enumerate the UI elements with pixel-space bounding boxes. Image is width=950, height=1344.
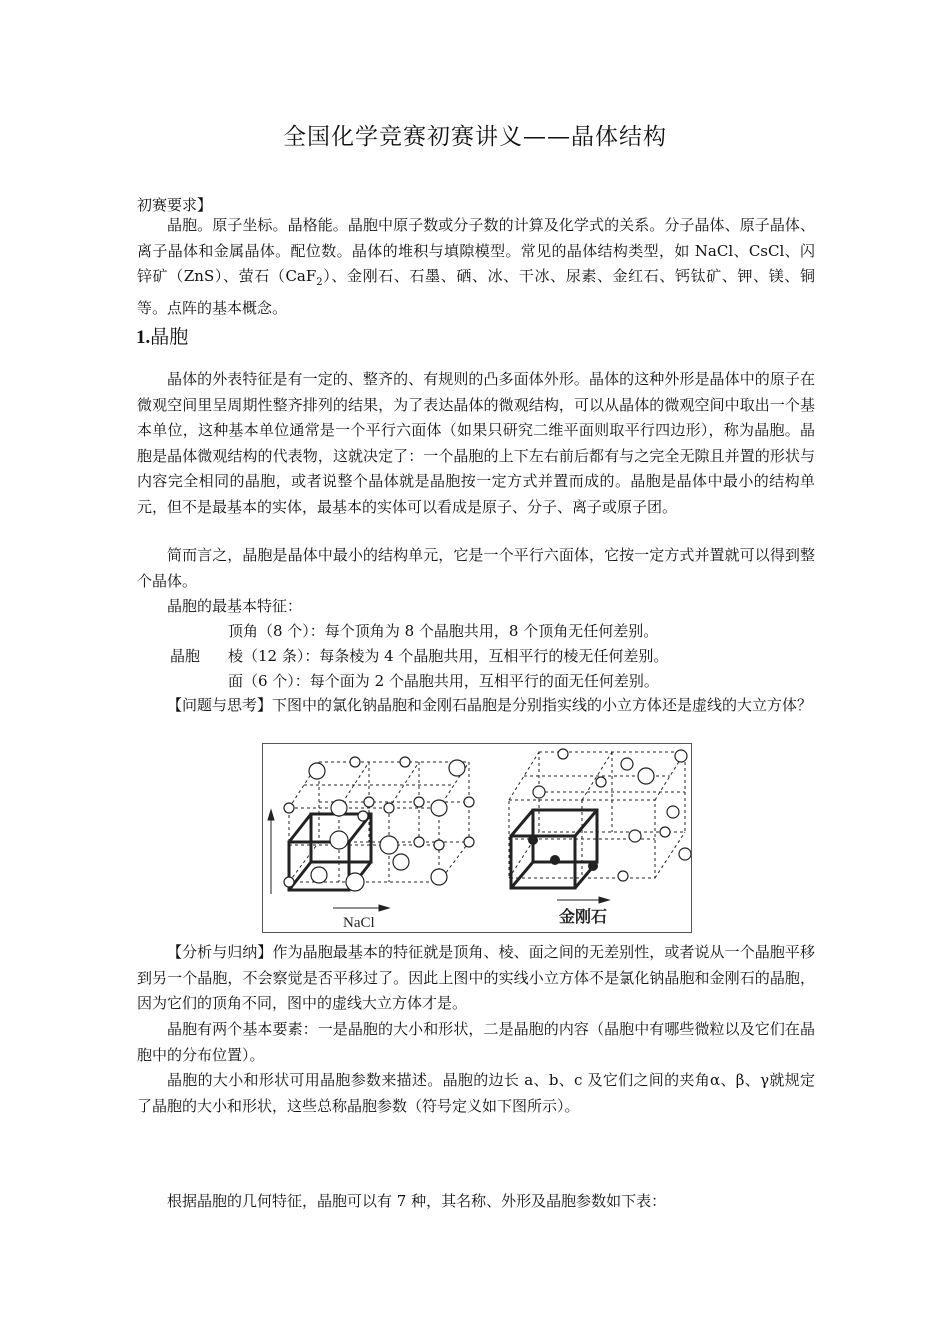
page-title: 全国化学竞赛初赛讲义——晶体结构: [283, 124, 667, 150]
paragraph-definition: 晶体的外表特征是有一定的、整齐的、有规则的凸多面体外形。晶体的这种外形是晶体中的原子在微观空间里呈周期性整齐排列的结果，为了表达晶体的微观结构，可以从晶体的微观空间中取出一个基本单位，这种基本单位通常是一个平行六面体（如果只研究二维平面则取平行四边形），称为晶胞。晶胞是晶体微观结构的代表物，这就决定了：一个晶胞的上下左右前后都有与之完全无隙且并置的形状与内容完全相同的晶胞，或者说整个晶体就是晶胞按一定方式并置而成的。晶胞是晶体中最小的结构单元，但不是最基本的实体，最基本的实体可以看成是原子、分子、离子或原子团。: [137, 370, 815, 516]
feature-vertex: 顶角（8 个）：每个顶角为 8 个晶胞共用，8 个顶角无任何差别。: [228, 622, 659, 640]
diamond-lattice-diagram: [509, 749, 691, 903]
feature-edge: 棱（12 条）：每条棱为 4 个晶胞共用，互相平行的棱无任何差别。: [228, 647, 669, 665]
figure-label-diamond: 金刚石: [559, 907, 608, 926]
elements-paragraph: 晶胞有两个基本要素：一是晶胞的大小和形状，二是晶胞的内容（晶胞中有哪些微粒以及它们在晶胞中的分布位置）。: [137, 1020, 815, 1064]
figure-label-nacl: NaCl: [343, 915, 375, 931]
seven-types-sentence: 根据晶胞的几何特征，晶胞可以有 7 种，其名称、外形及晶胞参数如下表：: [167, 1192, 667, 1210]
crystal-cells-figure: [262, 743, 692, 933]
features-intro: 晶胞的最基本特征：: [167, 597, 303, 615]
analysis-paragraph: 【分析与归纳】作为晶胞最基本的特征就是顶角、棱、面之间的无差别性，或者说从一个晶胞平移到另一个晶胞，不会察觉是否平移过了。因此上图中的实线小立方体不是氯化钠晶胞和金刚石的晶胞，因为它们的顶角不同，图中的虚线大立方体才是。: [137, 943, 815, 1013]
feature-face: 面（6 个）：每个面为 2 个晶胞共用，互相平行的面无任何差别。: [228, 672, 659, 690]
requirements-heading: 初赛要求】: [137, 196, 213, 214]
section-heading: 1.晶胞: [136, 326, 189, 348]
question-paragraph: 【问题与思考】下图中的氯化钠晶胞和金刚石晶胞是分别指实线的小立方体还是虚线的大立方体？: [167, 696, 813, 714]
requirements-paragraph: 晶胞。原子坐标。晶格能。晶胞中原子数或分子数的计算及化学式的关系。分子晶体、原子晶体、离子晶体和金属晶体。配位数。晶体的堆积与填隙模型。常见的晶体结构类型，如 NaCl、CsCl、闪锌矿（ZnS）、萤石（CaF$_2$）、金刚石、石墨、硒、冰、干冰、尿素、金红石、钙钛矿、钾、镁、铜等。点阵的基本概念。: [137, 216, 816, 317]
paragraph-summary: 简而言之，晶胞是晶体中最小的结构单元，它是一个平行六面体，它按一定方式并置就可以得到整个晶体。: [137, 546, 815, 590]
features-label: 晶胞: [170, 647, 201, 665]
nacl-lattice-diagram: [268, 757, 474, 911]
parameters-paragraph: 晶胞的大小和形状可用晶胞参数来描述。晶胞的边长 a、b、c 及它们之间的夹角α、β、γ就规定了晶胞的大小和形状，这些总称晶胞参数（符号定义如下图所示）。: [137, 1071, 815, 1115]
